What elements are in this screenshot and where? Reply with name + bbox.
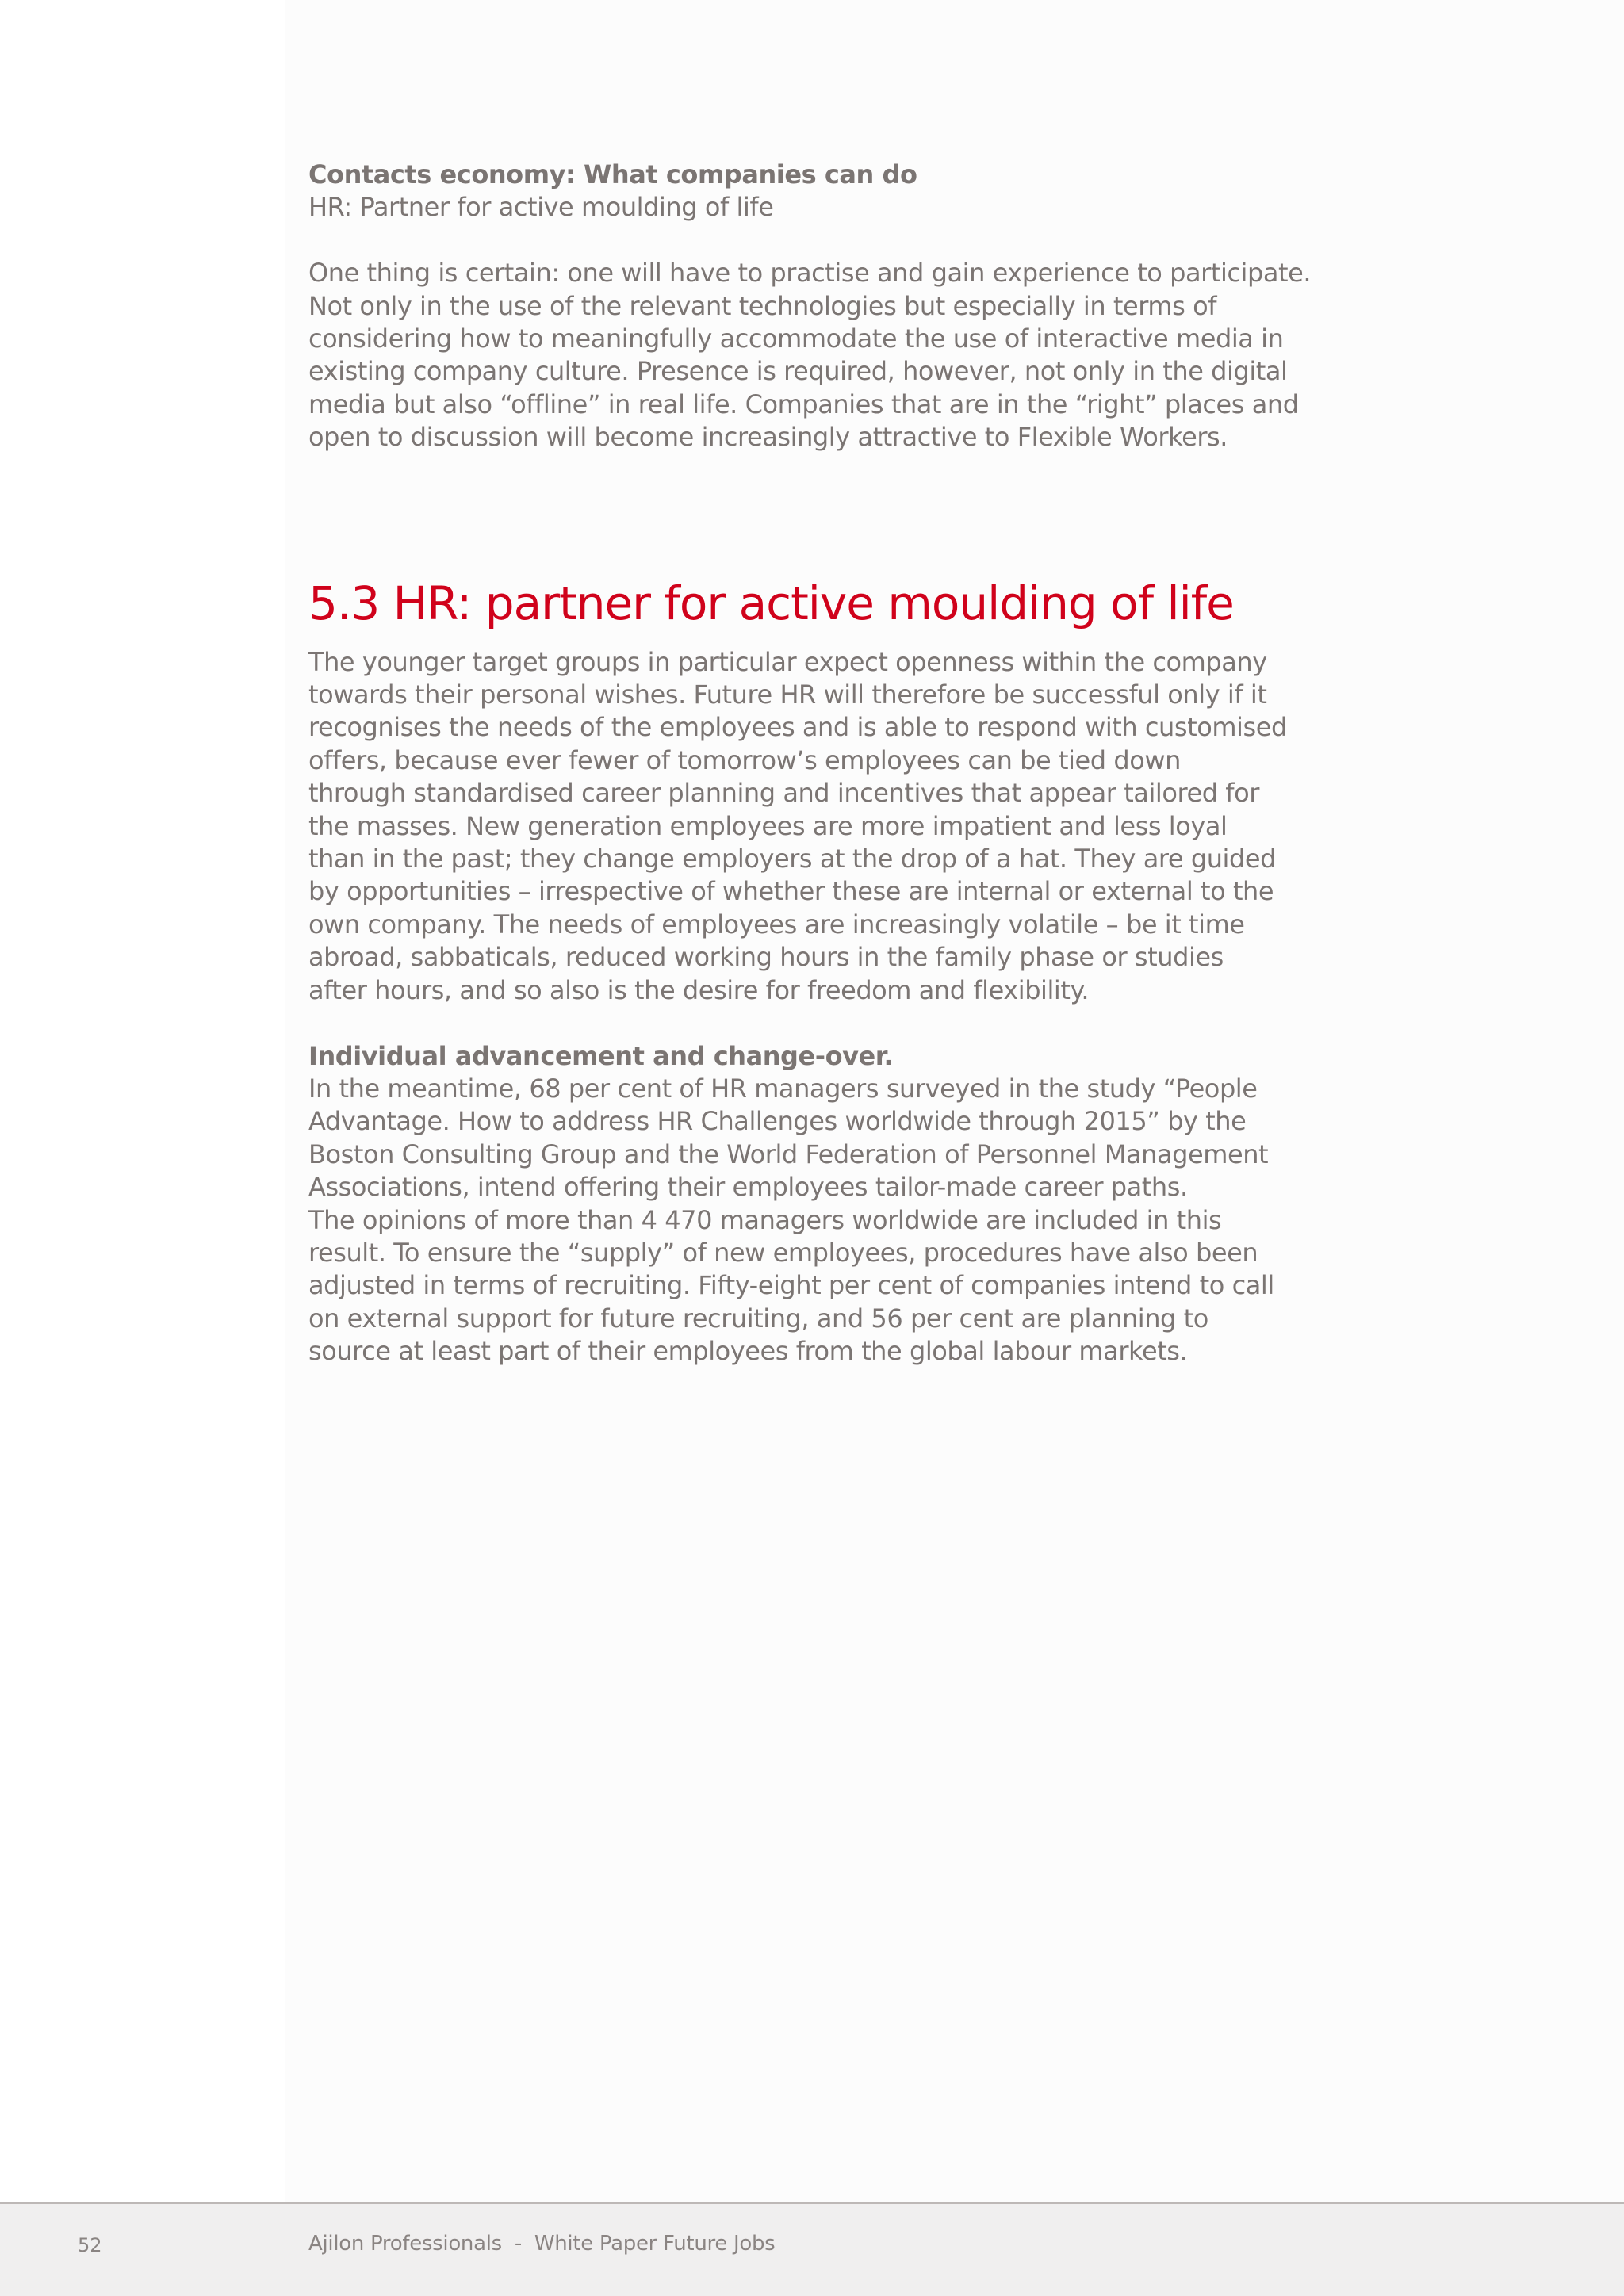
subheading: Individual advancement and change-over. [308, 1040, 894, 1071]
section-title: Contacts economy: What companies can do [308, 159, 917, 189]
page-content [308, 159, 1331, 1368]
body-paragraph-2: In the meantime, 68 per cent of HR managers surveyed in the study “People Advantage. How to address HR Challenges worldwide through 2015” by the Boston Consulting Group and the World Federation of Personnel Management Associations, intend offering their employees tailor-made career paths. The opinions of more than 4 470 managers worldwide are included in this result. To ensure the “supply” of new employees, procedures have also been adjusted in terms of recruiting. Fifty-eight per cent of companies intend to call on external support for future recruiting, and 56 per cent are planning to source at least part of their employees from the global labour markets. [308, 1073, 1274, 1367]
spacer [308, 632, 1331, 646]
spacer [308, 224, 1331, 257]
page-number: 52 [78, 2234, 102, 2256]
body-paragraph: The younger target groups in particular expect openness within the company towards their personal wishes. Future HR will therefore be successful only if it recognises the needs of the employees and is able to respond with customised offers, because ever fewer of tomorrow’s employees can be tied down through standardised career planning and incentives that appear tailored for the masses. New generation employees are more impatient and less loyal than in the past; they change employers at the drop of a hat. They are guided by opportunities – irrespective of whether these are internal or external to the own company. The needs of employees are increasingly volatile – be it time abroad, sabbaticals, reduced working hours in the family phase or studies after hours, and so also is the desire for freedom and flexibility. [308, 646, 1287, 1005]
spacer [308, 454, 1331, 575]
page-footer [0, 2202, 1624, 2296]
footer-publication-title: Ajilon Professionals - White Paper Future Jobs [308, 2232, 776, 2256]
spacer [308, 1007, 1331, 1039]
intro-paragraph: One thing is certain: one will have to practise and gain experience to participate. Not only in the use of the relevant technologies but especially in terms of considering how to meaningfully accommodate the use of interactive media in existing company culture. Presence is required, however, not only in the digital media but also “offline” in real life. Companies that are in the “right” places and open to discussion will become increasingly attractive to Flexible Workers. [308, 258, 1312, 453]
section-heading: 5.3 HR: partner for active moulding of life [308, 576, 1234, 630]
section-subtitle: HR: Partner for active moulding of life [308, 192, 774, 223]
